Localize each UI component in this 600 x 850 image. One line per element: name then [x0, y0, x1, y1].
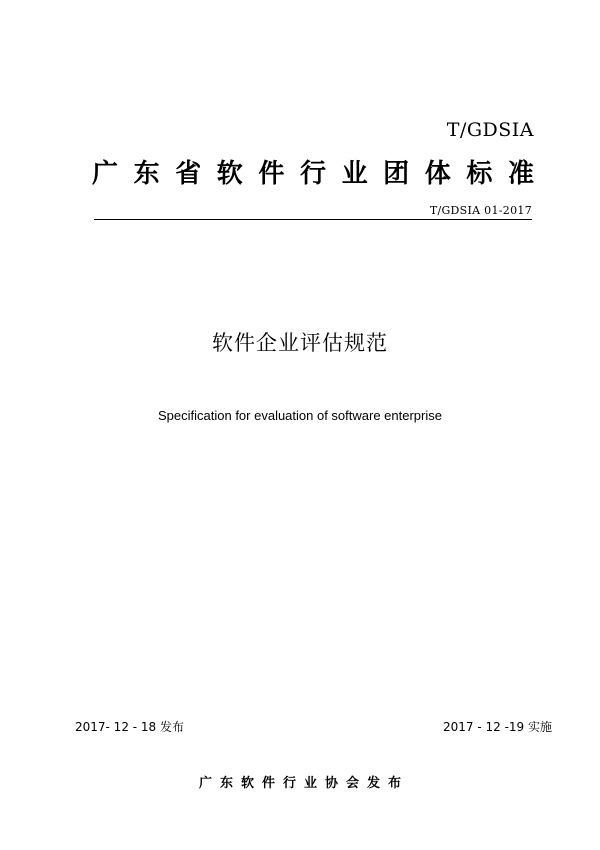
org-char: 广 — [92, 159, 119, 189]
org-char: 软 — [216, 159, 243, 189]
org-char: 业 — [341, 159, 368, 189]
org-char: 省 — [175, 159, 202, 189]
org-char: 件 — [258, 159, 285, 189]
org-char: 体 — [424, 159, 451, 189]
implementation-date: 2017 - 12 -19 实施 — [443, 720, 552, 734]
standard-number: T/GDSIA 01-2017 — [429, 204, 532, 217]
org-char: 团 — [383, 159, 410, 189]
org-char: 行 — [299, 159, 326, 189]
document-title: 软件企业评估规范 — [212, 331, 388, 355]
org-char: 东 — [133, 159, 160, 189]
header-divider — [94, 219, 532, 220]
publisher: 广东软件行业协会发布 — [198, 776, 409, 791]
document-subtitle-english: Specification for evaluation of software enterprise — [158, 408, 442, 423]
org-char: 准 — [507, 159, 534, 189]
issuing-body-heading — [92, 153, 534, 190]
standard-code: T/GDSIA — [446, 119, 534, 141]
issue-date: 2017- 12 - 18 发布 — [75, 720, 184, 734]
org-char: 标 — [466, 159, 493, 189]
